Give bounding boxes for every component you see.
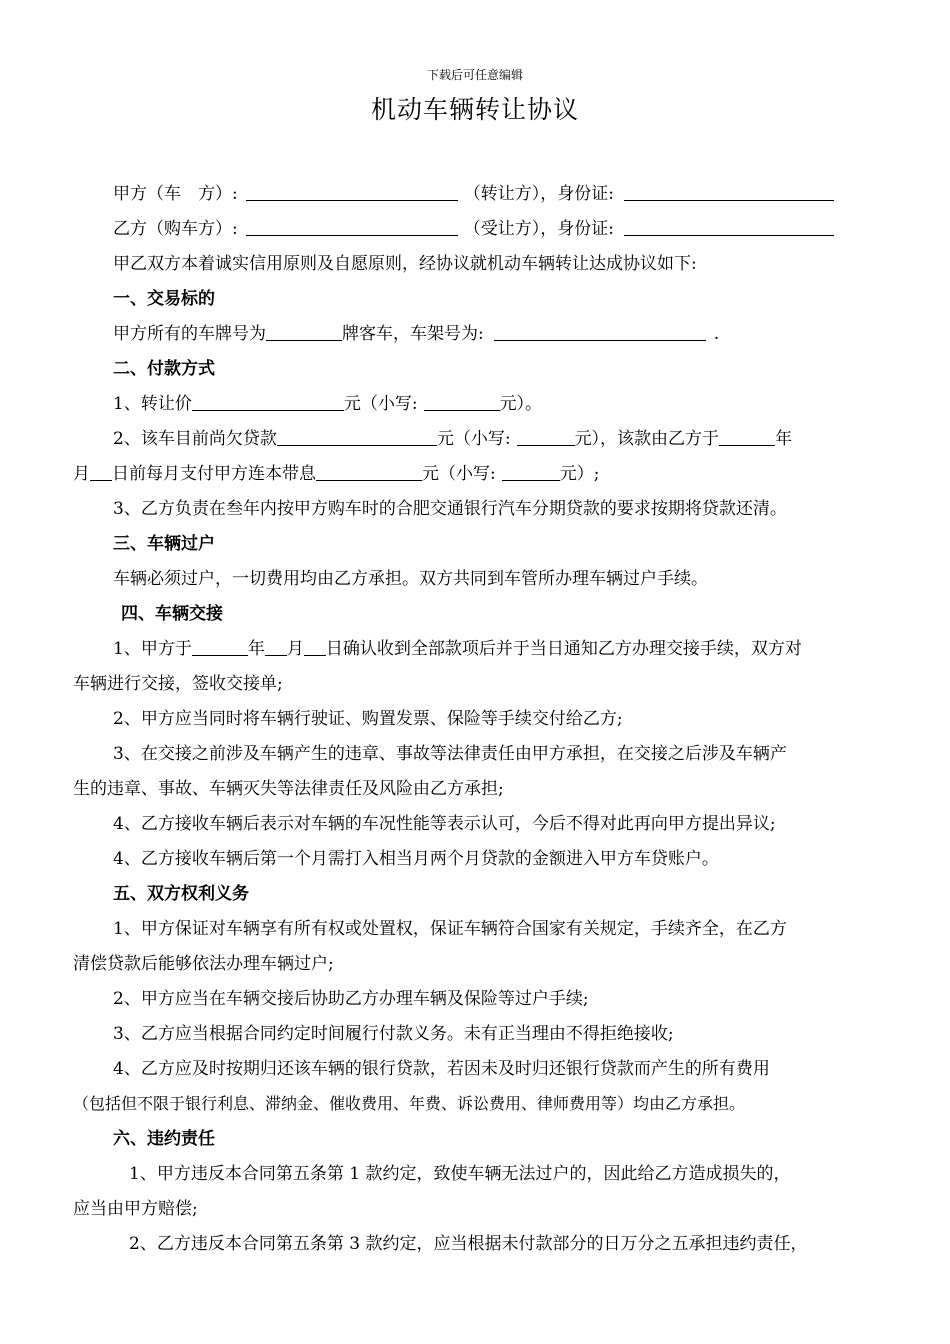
rights-item-1: 1、甲方保证对车辆享有所有权或处置权，保证车辆符合国家有关规定，手续齐全，在乙方: [113, 919, 787, 939]
handover-item-1-cont: 车辆进行交接，签收交接单;: [73, 674, 283, 694]
section-5-heading: 五、双方权利义务: [113, 884, 249, 904]
price-small-field[interactable]: [424, 394, 500, 411]
year-label: 年: [775, 429, 793, 449]
breach-item-1: 1、甲方违反本合同第五条第 1 款约定，致使车辆无法过户的，因此给乙方造成损失的，: [129, 1164, 791, 1184]
document-title: 机动车辆转让协议: [370, 95, 579, 124]
payment-item-1: [113, 393, 542, 415]
party-b-line: [113, 218, 834, 240]
handover-text: 日确认收到全部款项后并于当日通知乙方办理交接手续，双方对: [325, 639, 802, 659]
vin-field[interactable]: [494, 324, 706, 341]
section-1-para: [113, 323, 719, 345]
plate-label: 甲方所有的车牌号为: [113, 324, 266, 344]
loan-small-label: 元（小写:: [436, 429, 511, 449]
party-b-id-field[interactable]: [624, 219, 834, 236]
rights-item-3: 3、乙方应当根据合同约定时间履行付款义务。未有正当理由不得拒绝接收;: [113, 1024, 674, 1044]
party-b-role: （受让方），身份证:: [463, 219, 614, 239]
loan-label: 2、该车目前尚欠贷款: [113, 429, 277, 449]
plate-number-field[interactable]: [266, 324, 342, 341]
vin-label: 牌客车，车架号为:: [342, 324, 484, 344]
rights-item-4-cont: （包括但不限于银行利息、滞纳金、催收费用、年费、诉讼费用、律师费用等）均由乙方承担。: [73, 1094, 746, 1113]
monthly-small-field[interactable]: [502, 464, 560, 481]
handover-item-2: 2、甲方应当同时将车辆行驶证、购置发票、保险等手续交付给乙方;: [113, 709, 623, 729]
handover-item-4: 4、乙方接收车辆后表示对车辆的车况性能等表示认可，今后不得对此再向甲方提出异议;: [113, 814, 776, 834]
monthly-end: 元）;: [559, 464, 600, 484]
rights-item-1-cont: 清偿贷款后能够依法办理车辆过户;: [73, 954, 334, 974]
monthly-small-label: 元（小写:: [422, 464, 496, 484]
payment-item-3: 3、乙方负责在叁年内按甲方购车时的合肥交通银行汽车分期贷款的要求按期将贷款还清。: [113, 499, 787, 519]
price-small-label: 元（小写:: [343, 394, 418, 414]
intro-text: 甲乙双方本着诚实信用原则及自愿原则，经协议就机动车辆转让达成协议如下:: [113, 254, 697, 274]
party-b-label: 乙方（购车方）:: [113, 219, 238, 239]
section-2-heading: 二、付款方式: [113, 359, 215, 379]
breach-item-2: 2、乙方违反本合同第五条第 3 款约定，应当根据未付款部分的日万分之五承担违约责任，: [129, 1234, 808, 1254]
party-a-role: （转让方），身份证:: [463, 184, 614, 204]
rights-item-4: 4、乙方应及时按期归还该车辆的银行贷款，若因未及时归还银行贷款而产生的所有费用: [113, 1059, 770, 1079]
handover-item-3-cont: 生的违章、事故、车辆灭失等法律责任及风险由乙方承担;: [73, 779, 504, 799]
price-field[interactable]: [192, 394, 344, 411]
handover-month-field[interactable]: [265, 639, 287, 656]
handover-day-field[interactable]: [304, 639, 326, 656]
rights-item-2: 2、甲方应当在车辆交接后协助乙方办理车辆及保险等过户手续;: [113, 989, 589, 1009]
handover-year-field[interactable]: [192, 639, 248, 656]
section-1-period: .: [713, 324, 720, 344]
party-a-id-field[interactable]: [624, 184, 834, 201]
party-a-name-field[interactable]: [246, 184, 458, 201]
header-note: 下载后可任意编辑: [426, 68, 523, 82]
party-b-name-field[interactable]: [246, 219, 458, 236]
loan-small-field[interactable]: [517, 429, 575, 446]
monthly-pay-field[interactable]: [316, 464, 422, 481]
handover-item-1: [113, 638, 802, 660]
section-6-heading: 六、违约责任: [113, 1129, 215, 1149]
payment-item-2: [113, 428, 792, 450]
party-a-line: [113, 183, 834, 205]
party-a-label: 甲方（车 方）:: [113, 184, 238, 204]
section-3-heading: 三、车辆过户: [113, 534, 215, 554]
section-4-heading: 四、车辆交接: [121, 604, 223, 624]
handover-year-label: 年: [247, 639, 265, 659]
month-label: 月: [73, 464, 90, 484]
section-1-heading: 一、交易标的: [113, 289, 215, 309]
price-end: 元）。: [499, 394, 543, 414]
handover-month-label: 月: [286, 639, 304, 659]
payment-item-2-cont: [73, 463, 599, 485]
handover-item-3: 3、在交接之前涉及车辆产生的违章、事故等法律责任由甲方承担，在交接之后涉及车辆产: [113, 744, 787, 764]
loan-payer-text: 元），该款由乙方于: [574, 429, 720, 449]
handover-item-5: 4、乙方接收车辆后第一个月需打入相当月两个月贷款的金额进入甲方车贷账户。: [113, 849, 719, 869]
loan-month-field[interactable]: [90, 464, 112, 481]
breach-item-1-cont: 应当由甲方赔偿;: [73, 1199, 198, 1219]
monthly-pay-label: 日前每月支付甲方连本带息: [112, 464, 316, 484]
loan-amount-field[interactable]: [277, 429, 437, 446]
transfer-para: 车辆必须过户，一切费用均由乙方承担。双方共同到车管所办理车辆过户手续。: [113, 569, 708, 589]
price-label: 1、转让价: [113, 394, 192, 414]
handover-date-label: 1、甲方于: [113, 639, 192, 659]
loan-year-field[interactable]: [719, 429, 775, 446]
